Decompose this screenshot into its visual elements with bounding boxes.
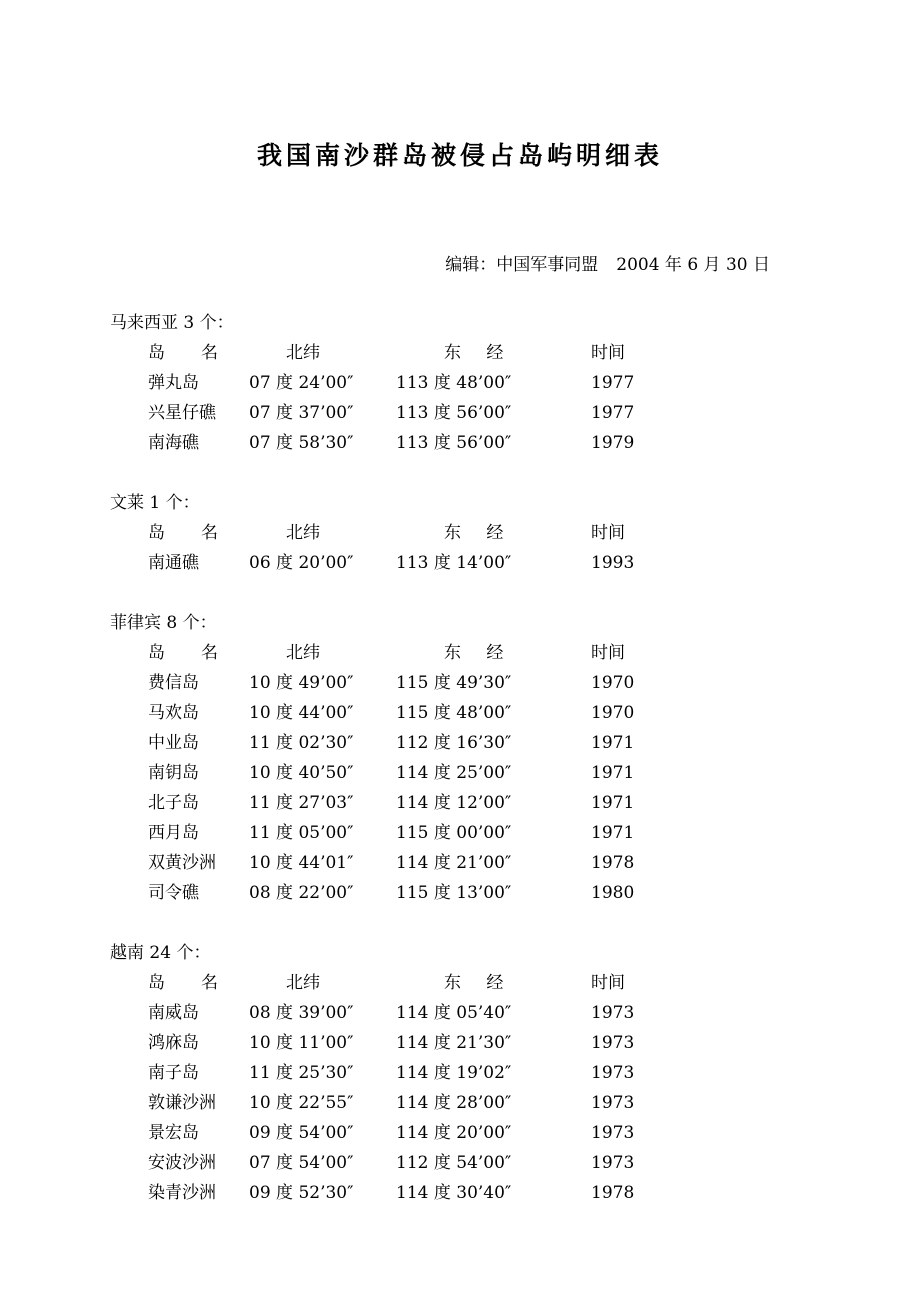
island-name: 西月岛: [148, 823, 199, 843]
occupied-year: 1970: [591, 673, 635, 693]
island-name: 敦谦沙洲: [148, 1093, 216, 1113]
header-name: 岛名: [148, 643, 254, 663]
longitude: 115 度 00’00″: [396, 823, 512, 843]
latitude: 10 度 22’55″: [249, 1093, 354, 1113]
table-row: [110, 1088, 810, 1118]
latitude: 10 度 40’50″: [249, 763, 354, 783]
occupied-year: 1971: [591, 763, 635, 783]
edit-date: 2004 年 6 月 30 日: [616, 255, 770, 275]
longitude: 114 度 12’00″: [396, 793, 512, 813]
table-row: [110, 698, 810, 728]
table-row: [110, 398, 810, 428]
occupied-year: 1979: [591, 433, 635, 453]
section-title: 文莱 1 个：: [110, 493, 200, 513]
island-name: 弹丸岛: [148, 373, 199, 393]
table-row: [110, 998, 810, 1028]
table-row: [110, 368, 810, 398]
occupied-year: 1977: [591, 373, 635, 393]
island-name: 费信岛: [148, 673, 199, 693]
occupied-year: 1993: [591, 553, 635, 573]
island-name: 景宏岛: [148, 1123, 199, 1143]
header-time: 时间: [591, 523, 625, 543]
table-row: [110, 1178, 810, 1208]
island-name: 兴星仔礁: [148, 403, 216, 423]
header-lat: 北纬: [286, 343, 320, 363]
header-time: 时间: [591, 973, 625, 993]
occupied-year: 1973: [591, 1063, 635, 1083]
island-name: 司令礁: [148, 883, 199, 903]
country-section: [110, 488, 810, 578]
island-name: 鸿庥岛: [148, 1033, 199, 1053]
table-row: [110, 728, 810, 758]
table-row: [110, 1118, 810, 1148]
occupied-year: 1971: [591, 793, 635, 813]
occupied-year: 1973: [591, 1033, 635, 1053]
editor-label: 编辑：中国军事同盟: [445, 255, 599, 275]
country-section: [110, 938, 810, 1208]
island-name: 南通礁: [148, 553, 199, 573]
longitude: 113 度 48’00″: [396, 373, 512, 393]
latitude: 10 度 44’01″: [249, 853, 354, 873]
occupied-year: 1973: [591, 1003, 635, 1023]
island-name: 南子岛: [148, 1063, 199, 1083]
island-name: 双黄沙洲: [148, 853, 216, 873]
occupied-year: 1978: [591, 853, 635, 873]
table-row: [110, 548, 810, 578]
latitude: 10 度 11’00″: [249, 1033, 354, 1053]
table-row: [110, 428, 810, 458]
occupied-year: 1973: [591, 1093, 635, 1113]
occupied-year: 1970: [591, 703, 635, 723]
table-row: [110, 1148, 810, 1178]
island-name: 安波沙洲: [148, 1153, 216, 1173]
occupied-year: 1971: [591, 823, 635, 843]
header-lon: 东 经: [444, 643, 514, 663]
table-row: [110, 668, 810, 698]
longitude: 115 度 49’30″: [396, 673, 512, 693]
table-header: [110, 968, 810, 998]
longitude: 113 度 14’00″: [396, 553, 512, 573]
section-title: 马来西亚 3 个：: [110, 313, 234, 333]
header-name: 岛名: [148, 343, 254, 363]
longitude: 114 度 28’00″: [396, 1093, 512, 1113]
latitude: 07 度 58’30″: [249, 433, 354, 453]
longitude: 113 度 56’00″: [396, 403, 512, 423]
longitude: 114 度 21’30″: [396, 1033, 512, 1053]
latitude: 08 度 39’00″: [249, 1003, 354, 1023]
header-time: 时间: [591, 643, 625, 663]
latitude: 11 度 25’30″: [249, 1063, 354, 1083]
table-row: [110, 758, 810, 788]
island-name: 南海礁: [148, 433, 199, 453]
section-title: 越南 24 个：: [110, 943, 211, 963]
table-row: [110, 818, 810, 848]
latitude: 09 度 52’30″: [249, 1183, 354, 1203]
longitude: 114 度 30’40″: [396, 1183, 512, 1203]
table-row: [110, 788, 810, 818]
table-row: [110, 1028, 810, 1058]
table-header: [110, 518, 810, 548]
header-time: 时间: [591, 343, 625, 363]
longitude: 115 度 13’00″: [396, 883, 512, 903]
island-name: 染青沙洲: [148, 1183, 216, 1203]
latitude: 11 度 27’03″: [249, 793, 354, 813]
occupied-year: 1978: [591, 1183, 635, 1203]
latitude: 07 度 24’00″: [249, 373, 354, 393]
header-lon: 东 经: [444, 343, 514, 363]
latitude: 08 度 22’00″: [249, 883, 354, 903]
latitude: 11 度 05’00″: [249, 823, 354, 843]
latitude: 07 度 54’00″: [249, 1153, 354, 1173]
occupied-year: 1980: [591, 883, 635, 903]
latitude: 06 度 20’00″: [249, 553, 354, 573]
occupied-year: 1971: [591, 733, 635, 753]
table-row: [110, 1058, 810, 1088]
island-name: 北子岛: [148, 793, 199, 813]
latitude: 09 度 54’00″: [249, 1123, 354, 1143]
island-name: 马欢岛: [148, 703, 199, 723]
country-section: [110, 608, 810, 908]
latitude: 11 度 02’30″: [249, 733, 354, 753]
page-title: 我国南沙群岛被侵占岛屿明细表: [256, 141, 663, 170]
longitude: 114 度 05’40″: [396, 1003, 512, 1023]
table-row: [110, 878, 810, 908]
occupied-year: 1973: [591, 1123, 635, 1143]
table-header: [110, 338, 810, 368]
table-row: [110, 848, 810, 878]
island-name: 中业岛: [148, 733, 199, 753]
country-section: [110, 308, 810, 458]
occupied-year: 1977: [591, 403, 635, 423]
longitude: 114 度 20’00″: [396, 1123, 512, 1143]
longitude: 114 度 21’00″: [396, 853, 512, 873]
island-name: 南钥岛: [148, 763, 199, 783]
header-lon: 东 经: [444, 973, 514, 993]
header-lon: 东 经: [444, 523, 514, 543]
longitude: 114 度 19’02″: [396, 1063, 512, 1083]
table-header: [110, 638, 810, 668]
longitude: 115 度 48’00″: [396, 703, 512, 723]
latitude: 10 度 49’00″: [249, 673, 354, 693]
header-lat: 北纬: [286, 523, 320, 543]
occupied-year: 1973: [591, 1153, 635, 1173]
latitude: 10 度 44’00″: [249, 703, 354, 723]
header-lat: 北纬: [286, 973, 320, 993]
header-name: 岛名: [148, 523, 254, 543]
section-title: 菲律宾 8 个：: [110, 613, 217, 633]
longitude: 112 度 16’30″: [396, 733, 512, 753]
longitude: 112 度 54’00″: [396, 1153, 512, 1173]
longitude: 113 度 56’00″: [396, 433, 512, 453]
header-lat: 北纬: [286, 643, 320, 663]
header-name: 岛名: [148, 973, 254, 993]
longitude: 114 度 25’00″: [396, 763, 512, 783]
latitude: 07 度 37’00″: [249, 403, 354, 423]
island-name: 南威岛: [148, 1003, 199, 1023]
editor-line: [445, 250, 770, 275]
